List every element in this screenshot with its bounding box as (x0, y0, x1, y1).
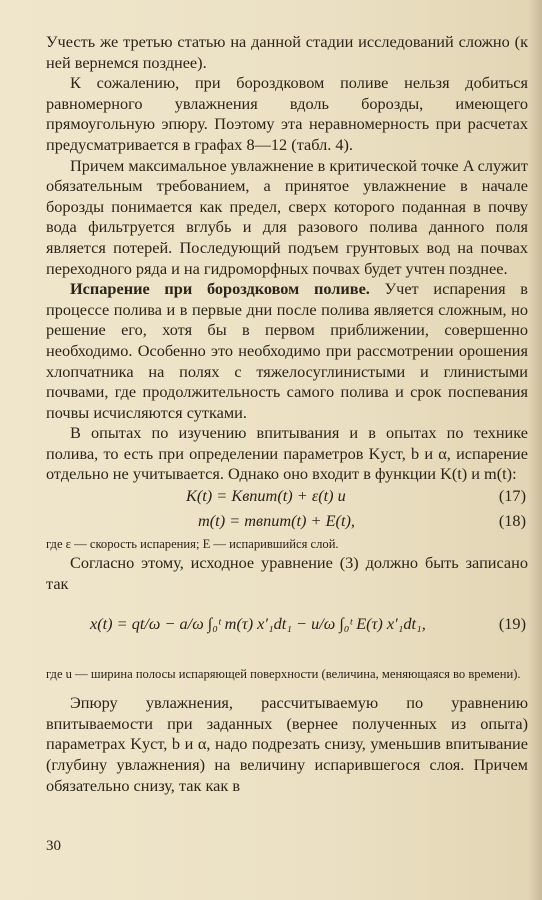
paragraph: К сожалению, при бороздковом поливе нельзя добиться равномерного увлажнения вдоль борозды, имеющего прямоугольную эпюру. Поэтому эта неравномерность при расчетах предусматривается в графах 8—12 (табл. 4). (46, 73, 528, 154)
equation-body: m(t) = mвпит(t) + E(t), (198, 511, 355, 531)
footnote: где u — ширина полосы испаряющей поверхности (величина, меняющаяся во времени). (46, 667, 521, 682)
paragraph: В опытах по изучению впитывания и в опытах по технике полива, то есть при определении параметров Kуст, b и α, испарение отдельно не учитывается. Однако оно входит в функции K(t) и m(t): (46, 423, 528, 484)
equation-18 (46, 511, 528, 535)
equation-number: (19) (498, 614, 526, 634)
paragraph: Согласно этому, исходное уравнение (3) должно быть записано так (46, 553, 528, 593)
paragraph: Учесть же третью статью на данной стадии исследований сложно (к ней вернемся позднее). (46, 32, 528, 72)
equation-17 (46, 486, 528, 510)
equation-body: K(t) = Kвпит(t) + ε(t) и (186, 486, 346, 506)
footnote: где ε — скорость испарения; E — испарившийся слой. (46, 537, 339, 552)
equation-number: (17) (498, 486, 526, 506)
page-number: 30 (46, 838, 61, 854)
section-text: Учет испарения в процессе полива и в первые дни после полива является сложным, но решение его, хотя бы в первом приближении, совершенно необходимо. Особенно это необходимо при рассмотрении орошения хлопчатника на полях с тяжелосуглинистыми и глинистыми почвами, где продолжительность самого полива и срок поспевания почвы исчисляются сутками. (46, 279, 528, 422)
text-column (46, 32, 528, 796)
paragraph: Эпюру увлажнения, рассчитываемую по уравнению впитываемости при заданных (вернее полученных из опыта) параметрах Kуст, b и α, надо подрезать снизу, уменьшив впитывание (глубину увлажнения) на величину испарившегося слоя. Причем обязательно снизу, так как в (46, 693, 528, 795)
equation-number: (18) (498, 511, 526, 531)
equation-19 (46, 596, 528, 660)
paragraph: Причем максимальное увлажнение в критической точке A служит обязательным требованием, а принятое увлажнение в начале борозды понимается как предел, сверх которого поданная в почву вода фильтруется вглубь и для разового полива данного поля является потерей. Последующий подъем грунтовых вод на почвах переходного ряда и на гидроморфных почвах будет учтен позднее. (46, 155, 528, 278)
page-edge-shadow (528, 0, 542, 900)
section-heading: Испарение при бороздковом поливе. (70, 279, 370, 299)
section-paragraph (46, 279, 528, 423)
equation-body: x(t) = qt/ω − a/ω ∫₀ᵗ m(τ) x′₁dt₁ − u/ω ∫₀ᵗ E(τ) x′₁dt₁, (90, 614, 426, 634)
